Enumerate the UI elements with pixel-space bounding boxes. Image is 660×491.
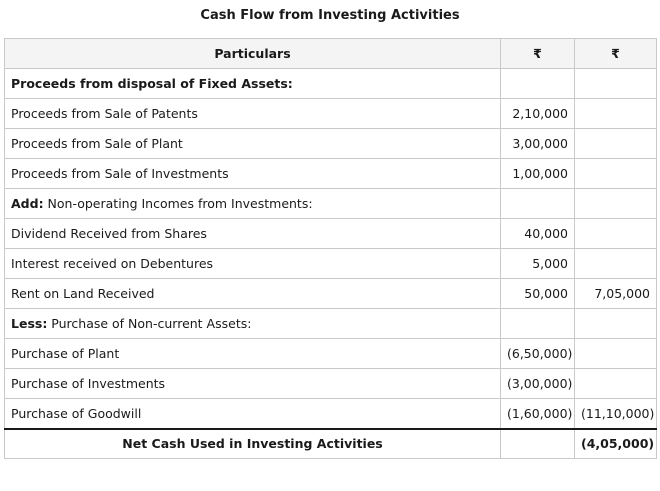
empty-cell xyxy=(501,309,575,339)
subtotal-amount: (11,10,000) xyxy=(575,399,657,429)
subtotal-amount: 7,05,000 xyxy=(575,279,657,309)
row-amount: (1,60,000) xyxy=(501,399,575,429)
empty-cell xyxy=(575,339,657,369)
empty-cell xyxy=(575,99,657,129)
empty-cell xyxy=(575,219,657,249)
row-label: Proceeds from Sale of Plant xyxy=(5,129,501,159)
table-row xyxy=(5,339,657,369)
empty-cell xyxy=(575,249,657,279)
empty-cell xyxy=(575,309,657,339)
section-prefix: Add: xyxy=(11,196,44,211)
row-amount: (3,00,000) xyxy=(501,369,575,399)
empty-cell xyxy=(575,129,657,159)
particulars-header: Particulars xyxy=(5,39,501,69)
row-label: Rent on Land Received xyxy=(5,279,501,309)
table-row xyxy=(5,99,657,129)
net-total-row xyxy=(5,429,657,459)
empty-cell xyxy=(575,189,657,219)
section-heading-incomes xyxy=(5,189,501,219)
row-label: Proceeds from Sale of Investments xyxy=(5,159,501,189)
row-label: Purchase of Goodwill xyxy=(5,399,501,429)
row-amount: (6,50,000) xyxy=(501,339,575,369)
empty-cell xyxy=(575,369,657,399)
empty-cell xyxy=(575,69,657,99)
table-row xyxy=(5,159,657,189)
cash-flow-table xyxy=(4,38,657,459)
amount-header-1: ₹ xyxy=(501,39,575,69)
net-label: Net Cash Used in Investing Activities xyxy=(5,429,501,459)
row-amount: 3,00,000 xyxy=(501,129,575,159)
row-label: Proceeds from Sale of Patents xyxy=(5,99,501,129)
table-row xyxy=(5,279,657,309)
row-amount: 5,000 xyxy=(501,249,575,279)
table-header-row xyxy=(5,39,657,69)
row-amount: 1,00,000 xyxy=(501,159,575,189)
empty-cell xyxy=(575,159,657,189)
empty-cell xyxy=(501,189,575,219)
net-total-amount: (4,05,000) xyxy=(575,429,657,459)
document-title: Cash Flow from Investing Activities xyxy=(200,8,460,23)
section-heading-row xyxy=(5,309,657,339)
row-label: Dividend Received from Shares xyxy=(5,219,501,249)
table-row xyxy=(5,369,657,399)
empty-cell xyxy=(501,69,575,99)
row-label: Interest received on Debentures xyxy=(5,249,501,279)
row-label: Purchase of Plant xyxy=(5,339,501,369)
section-text: Purchase of Non-current Assets: xyxy=(47,316,252,331)
section-heading-proceeds: Proceeds from disposal of Fixed Assets: xyxy=(5,69,501,99)
table-row xyxy=(5,129,657,159)
empty-cell xyxy=(501,429,575,459)
section-text: Non-operating Incomes from Investments: xyxy=(43,196,313,211)
section-prefix: Less: xyxy=(11,316,48,331)
row-amount: 50,000 xyxy=(501,279,575,309)
amount-header-2: ₹ xyxy=(575,39,657,69)
row-label: Purchase of Investments xyxy=(5,369,501,399)
row-amount: 2,10,000 xyxy=(501,99,575,129)
row-amount: 40,000 xyxy=(501,219,575,249)
section-heading-purchases xyxy=(5,309,501,339)
table-row xyxy=(5,219,657,249)
table-row xyxy=(5,399,657,429)
section-heading-row xyxy=(5,69,657,99)
table-row xyxy=(5,249,657,279)
section-heading-row xyxy=(5,189,657,219)
